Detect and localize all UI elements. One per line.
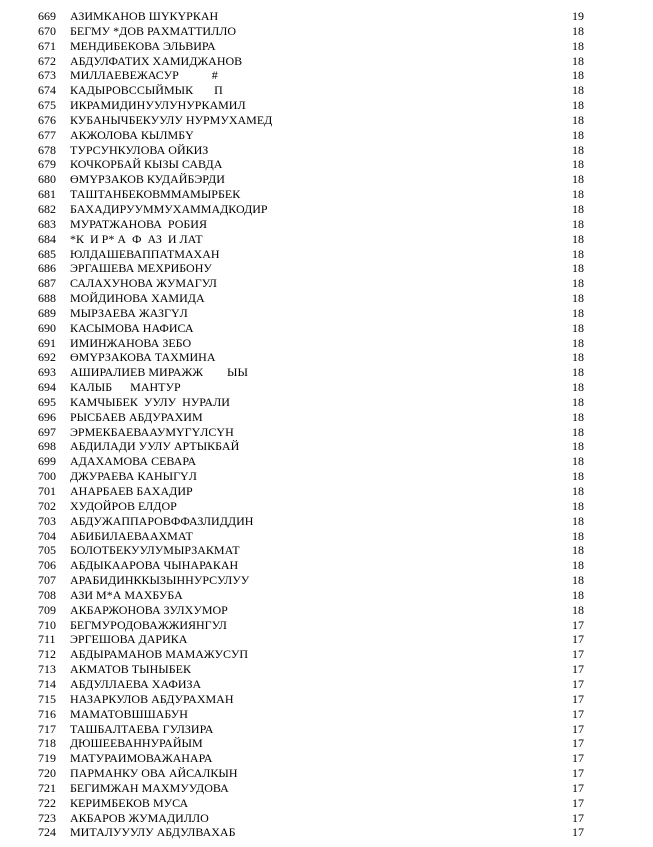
score-value: 17 [572,810,584,825]
score-value: 18 [572,513,584,528]
list-row [0,811,653,826]
person-name: АБДИЛАДИ УУЛУ АРТЫКБАЙ [70,439,240,454]
row-number: 687 [38,276,56,291]
row-number: 696 [38,409,56,424]
person-name: АЗИ М*А МАХБУБА [70,587,183,602]
score-value: 18 [572,380,584,395]
list-row [0,261,653,276]
list-row [0,588,653,603]
list-row [0,113,653,128]
score-value: 18 [572,38,584,53]
person-name: ТАШТАНБЕКОВММАМЫРБЕК [70,187,241,202]
list-row [0,395,653,410]
score-value: 18 [572,543,584,558]
score-value: 17 [572,721,584,736]
person-name: КЕРИМБЕКОВ МУСА [70,795,189,810]
list-row [0,469,653,484]
list-row [0,618,653,633]
row-number: 720 [38,766,56,781]
score-value: 18 [572,558,584,573]
row-number: 705 [38,543,56,558]
score-value: 18 [572,365,584,380]
person-name: АКЖОЛОВА КЫЛМБҮ [70,127,194,142]
list-row [0,365,653,380]
list-row [0,781,653,796]
person-name: АНАРБАЕВ БАХАДИР [70,484,193,498]
list-row [0,736,653,751]
score-value: 18 [572,573,584,588]
row-number: 707 [38,573,56,588]
row-number: 691 [38,335,56,350]
person-name: БЕГИМЖАН МАХМУУДОВА [70,780,229,795]
list-row [0,157,653,172]
list-row [0,439,653,454]
score-value: 18 [572,409,584,424]
person-name: БЕГМУРОДОВАЖЖИЯНГУЛ [70,617,227,632]
row-number: 672 [38,53,56,68]
list-row [0,68,653,83]
list-row [0,143,653,158]
list-row [0,825,653,840]
person-name: КАЛЫБ МАНТУР [70,380,181,395]
person-name: ЮЛДАШЕВАППАТМАХАН [70,246,220,261]
score-value: 18 [572,469,584,484]
score-value: 18 [572,394,584,409]
row-number: 679 [38,157,56,172]
list-row [0,276,653,291]
row-number: 694 [38,380,56,395]
score-value: 17 [572,766,584,781]
person-name: АКБАРОВ ЖУМАДИЛЛО [70,810,209,825]
person-name: АБДЫРАМАНОВ МАМАЖУСУП [70,647,248,662]
row-number: 722 [38,795,56,810]
row-number: 682 [38,201,56,216]
score-value: 18 [572,439,584,454]
person-name: ДЖУРАЕВА КАНЫГҮЛ [70,469,197,484]
score-value: 18 [572,53,584,68]
person-name: АКМАТОВ ТЫНЫБЕК [70,662,191,677]
list-row [0,247,653,262]
person-name: КАСЫМОВА НАФИСА [70,320,194,335]
list-row [0,128,653,143]
list-row [0,98,653,113]
person-name: ӨМҮРЗАКОВА ТАХМИНА [70,350,216,365]
person-name: МИТАЛУУУЛУ АБДУЛВАХАБ [70,825,236,840]
list-row [0,291,653,306]
row-number: 678 [38,142,56,157]
person-name: *К И Р* А Ф АЗ И ЛАТ [70,231,203,246]
score-value: 18 [572,172,584,187]
person-name: КУБАНЫЧБЕКУУЛУ НУРМУХАМЕД [70,112,273,127]
score-value: 18 [572,127,584,142]
score-value: 18 [572,305,584,320]
score-value: 18 [572,276,584,291]
list-row [0,766,653,781]
row-number: 686 [38,261,56,276]
score-value: 18 [572,320,584,335]
score-value: 17 [572,736,584,751]
row-number: 704 [38,528,56,543]
row-number: 712 [38,647,56,662]
person-name: БЕГМУ *ДОВ РАХМАТТИЛЛО [70,23,237,38]
score-value: 17 [572,691,584,706]
list-row [0,647,653,662]
row-number: 716 [38,706,56,721]
score-value: 18 [572,112,584,127]
person-name: ДЮШЕЕВАННУРАЙЫМ [70,736,203,751]
row-number: 697 [38,424,56,439]
row-number: 669 [38,9,56,23]
row-number: 700 [38,469,56,484]
list-row [0,54,653,69]
score-value: 18 [572,98,584,113]
list-row [0,202,653,217]
score-value: 17 [572,647,584,662]
list-row [0,9,653,24]
score-value: 17 [572,751,584,766]
row-number: 689 [38,305,56,320]
list-row [0,321,653,336]
score-value: 18 [572,587,584,602]
person-name: МУРАТЖАНОВА РОБИЯ [70,216,207,231]
score-value: 18 [572,83,584,98]
person-name: КАМЧЫБЕК УУЛУ НУРАЛИ [70,394,230,409]
row-number: 701 [38,484,56,498]
row-number: 723 [38,810,56,825]
score-value: 18 [572,528,584,543]
row-number: 719 [38,751,56,766]
person-name: АБДУЛФАТИХ ХАМИДЖАНОВ [70,53,243,68]
person-name: ӨМҮРЗАКОВ КУДАЙБЭРДИ [70,172,225,187]
person-name: ИМИНЖАНОВА ЗЕБО [70,335,192,350]
person-name: МЕНДИБЕКОВА ЭЛЬВИРА [70,38,216,53]
list-row [0,484,653,499]
person-name: АРАБИДИНККЫЗЫННУРСУЛУУ [70,573,250,588]
row-number: 673 [38,68,56,83]
row-number: 680 [38,172,56,187]
person-name: КОЧКОРБАЙ КЫЗЫ САВДА [70,157,223,172]
score-value: 18 [572,246,584,261]
row-number: 684 [38,231,56,246]
list-row [0,692,653,707]
row-number: 718 [38,736,56,751]
list-row [0,350,653,365]
list-row [0,543,653,558]
row-number: 698 [38,439,56,454]
score-value: 17 [572,632,584,647]
person-name: МОЙДИНОВА ХАМИДА [70,291,205,306]
list-row [0,217,653,232]
row-number: 681 [38,187,56,202]
list-row [0,529,653,544]
score-value: 18 [572,142,584,157]
row-number: 683 [38,216,56,231]
list-row [0,172,653,187]
row-number: 706 [38,558,56,573]
person-name: БОЛОТБЕКУУЛУМЫРЗАКМАТ [70,543,240,558]
person-name: ЭРГАШЕВА МЕХРИБОНУ [70,261,212,276]
score-value: 17 [572,780,584,795]
list-row [0,573,653,588]
list-row [0,410,653,425]
person-name: КАДЫРОВССЫЙМЫК П [70,83,223,98]
person-name: ИКРАМИДИНУУЛУНУРКАМИЛ [70,98,246,113]
list-row [0,677,653,692]
person-name: ЭРГЕШОВА ДАРИКА [70,632,188,647]
row-number: 709 [38,602,56,617]
row-number: 717 [38,721,56,736]
score-value: 18 [572,187,584,202]
list-row [0,796,653,811]
score-value: 18 [572,261,584,276]
score-value: 18 [572,157,584,172]
person-name: ЭРМЕКБАЕВААУМҮГҮЛСҮН [70,424,234,439]
list-row [0,707,653,722]
person-name: ПАРМАНКУ ОВА АЙСАЛКЫН [70,766,238,781]
person-name: АЗИМКАНОВ ШҮКҮРКАН [70,9,219,23]
score-value: 18 [572,602,584,617]
row-number: 715 [38,691,56,706]
list-row [0,24,653,39]
score-value: 17 [572,617,584,632]
score-value: 18 [572,335,584,350]
row-number: 690 [38,320,56,335]
person-name: МИЛЛАЕВЕЖАСУР # [70,68,218,83]
person-name: БАХАДИРУУММУХАММАДКОДИР [70,201,268,216]
person-name: САЛАХУНОВА ЖУМАГУЛ [70,276,217,291]
list-row [0,722,653,737]
row-number: 675 [38,98,56,113]
score-value: 18 [572,231,584,246]
person-name: ТАШБАЛТАЕВА ГУЛЗИРА [70,721,214,736]
score-value: 17 [572,795,584,810]
score-value: 19 [572,9,584,23]
row-number: 724 [38,825,56,840]
list-row [0,632,653,647]
person-name: ХУДОЙРОВ ЕЛДОР [70,498,177,513]
row-number: 708 [38,587,56,602]
person-name: АБДУЖАППАРОВФФАЗЛИДДИН [70,513,254,528]
person-name: ТУРСУНКУЛОВА ОЙКИЗ [70,142,209,157]
row-number: 670 [38,23,56,38]
row-number: 674 [38,83,56,98]
person-name: АБДЫКААРОВА ЧЫНАРАКАН [70,558,239,573]
person-name: АБИБИЛАЕВААХМАТ [70,528,193,543]
list-row [0,751,653,766]
list-row [0,336,653,351]
row-number: 693 [38,365,56,380]
score-value: 18 [572,216,584,231]
list-row [0,454,653,469]
row-number: 676 [38,112,56,127]
score-value: 17 [572,706,584,721]
person-name: МЫРЗАЕВА ЖАЗГҮЛ [70,305,188,320]
score-value: 18 [572,23,584,38]
person-name: МАМАТОВШШАБУН [70,706,188,721]
list-row [0,380,653,395]
row-number: 677 [38,127,56,142]
list-row [0,499,653,514]
row-number: 703 [38,513,56,528]
list-row [0,83,653,98]
list-row [0,558,653,573]
list-row [0,514,653,529]
row-number: 702 [38,498,56,513]
score-value: 18 [572,454,584,469]
list-row [0,425,653,440]
row-number: 710 [38,617,56,632]
list-row [0,306,653,321]
row-number: 713 [38,662,56,677]
row-number: 685 [38,246,56,261]
person-name: АКБАРЖОНОВА ЗУЛХУМОР [70,602,228,617]
list-row [0,187,653,202]
person-name: РЫСБАЕВ АБДУРАХИМ [70,409,203,424]
list-row [0,39,653,54]
row-number: 711 [38,632,56,647]
score-value: 17 [572,662,584,677]
row-number: 695 [38,394,56,409]
row-number: 671 [38,38,56,53]
score-value: 18 [572,68,584,83]
person-name: АБДУЛЛАЕВА ХАФИЗА [70,676,202,691]
row-number: 721 [38,780,56,795]
list-row [0,662,653,677]
ranking-list [0,9,653,840]
score-value: 18 [572,291,584,306]
score-value: 18 [572,201,584,216]
row-number: 688 [38,291,56,306]
person-name: НАЗАРКУЛОВ АБДУРАХМАН [70,691,234,706]
list-row [0,232,653,247]
score-value: 18 [572,484,584,498]
score-value: 17 [572,825,584,840]
person-name: АШИРАЛИЕВ МИРАЖЖ ЫЫ [70,365,248,380]
score-value: 18 [572,350,584,365]
score-value: 17 [572,676,584,691]
score-value: 18 [572,424,584,439]
row-number: 714 [38,676,56,691]
list-row [0,603,653,618]
row-number: 699 [38,454,56,469]
person-name: МАТУРАИМОВАЖАНАРА [70,751,213,766]
score-value: 18 [572,498,584,513]
person-name: АДАХАМОВА СЕВАРА [70,454,197,469]
row-number: 692 [38,350,56,365]
